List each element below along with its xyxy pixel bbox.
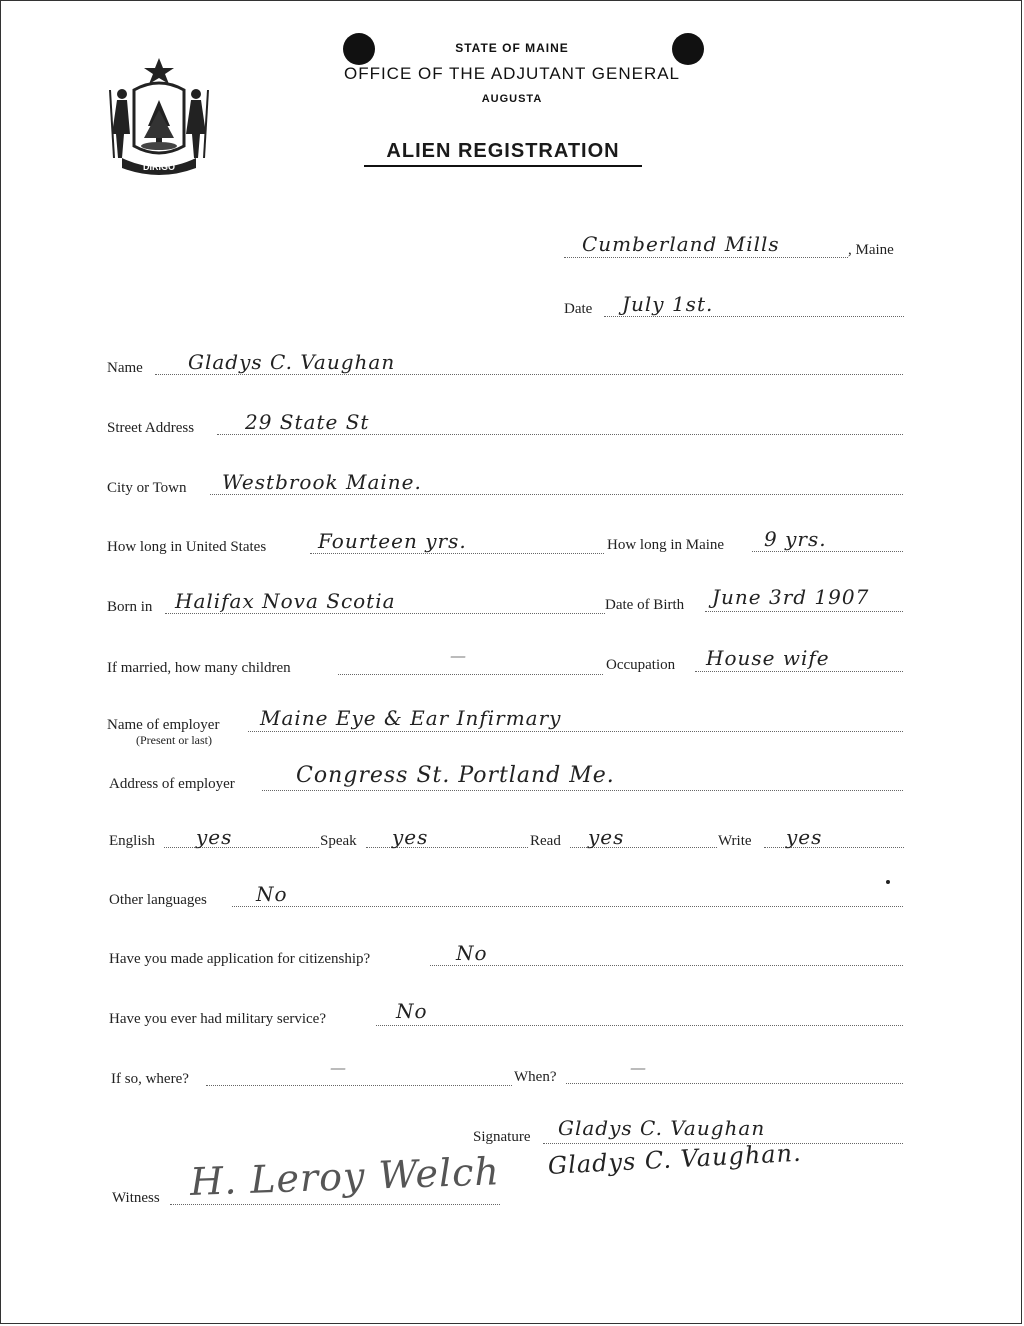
street-label: Street Address	[107, 420, 195, 436]
military-value: No	[396, 999, 428, 1023]
name-line	[155, 374, 903, 375]
date-of-birth-value: June 3rd 1907	[712, 585, 870, 609]
how-long-maine-label: How long in Maine	[607, 537, 725, 553]
children-label: If married, how many children	[107, 660, 291, 676]
employer-line	[248, 731, 903, 732]
born-in-value: Halifax Nova Scotia	[175, 589, 396, 613]
where-label: If so, where?	[111, 1071, 189, 1087]
english-line	[164, 847, 319, 848]
english-value: yes	[196, 825, 233, 849]
street-value: 29 State St	[245, 410, 370, 434]
ink-dot	[886, 880, 890, 884]
employer-address-label: Address of employer	[109, 776, 235, 792]
occupation-label: Occupation	[606, 657, 676, 673]
speak-line	[366, 847, 528, 848]
employer-sublabel: (Present or last)	[136, 733, 212, 747]
how-long-us-line	[310, 553, 604, 554]
signature-label: Signature	[473, 1129, 531, 1145]
citizenship-label: Have you made application for citizenship?	[109, 951, 371, 967]
other-languages-label: Other languages	[109, 892, 207, 908]
citizenship-value: No	[456, 941, 488, 965]
occupation-value: House wife	[706, 646, 830, 670]
date-label: Date	[564, 301, 593, 317]
speak-value: yes	[392, 825, 429, 849]
when-line	[566, 1083, 903, 1084]
children-value: —	[450, 646, 467, 665]
other-languages-value: No	[256, 882, 288, 906]
how-long-us-label: How long in United States	[107, 539, 267, 555]
street-line	[217, 434, 903, 435]
read-label: Read	[530, 833, 561, 849]
name-value: Gladys C. Vaughan	[188, 350, 396, 374]
city-label: City or Town	[107, 480, 187, 496]
born-in-label: Born in	[107, 599, 153, 615]
date-value: July 1st.	[622, 292, 714, 316]
date-line	[604, 316, 904, 317]
date-of-birth-line	[705, 611, 903, 612]
write-line	[764, 847, 904, 848]
place-suffix: , Maine	[848, 242, 894, 258]
state-heading: STATE OF MAINE	[455, 41, 569, 55]
form-title: ALIEN REGISTRATION	[364, 140, 642, 167]
place-line	[564, 257, 848, 258]
write-value: yes	[786, 825, 823, 849]
place-value: Cumberland Mills	[582, 232, 780, 256]
children-line	[338, 674, 603, 675]
city-heading: AUGUSTA	[481, 93, 543, 105]
where-line	[206, 1085, 512, 1086]
office-heading: OFFICE OF THE ADJUTANT GENERAL	[343, 64, 681, 83]
english-label: English	[109, 833, 155, 849]
seal-motto: DIRIGO	[142, 162, 176, 172]
read-value: yes	[588, 825, 625, 849]
employer-value: Maine Eye & Ear Infirmary	[260, 706, 562, 730]
name-label: Name	[107, 360, 143, 376]
citizenship-line	[430, 965, 903, 966]
when-value: —	[630, 1058, 647, 1077]
speak-label: Speak	[320, 833, 357, 849]
occupation-line	[695, 671, 903, 672]
witness-signature: H. Leroy Welch	[189, 1149, 501, 1204]
how-long-maine-line	[752, 551, 903, 552]
employer-address-value: Congress St. Portland Me.	[296, 763, 615, 788]
employer-address-line	[262, 790, 903, 791]
employer-label: Name of employer	[107, 717, 220, 733]
where-value: —	[330, 1058, 347, 1077]
city-value: Westbrook Maine.	[222, 470, 422, 494]
when-label: When?	[514, 1069, 557, 1085]
born-in-line	[165, 613, 605, 614]
how-long-maine-value: 9 yrs.	[764, 527, 827, 551]
write-label: Write	[718, 833, 752, 849]
date-of-birth-label: Date of Birth	[605, 597, 685, 613]
military-line	[376, 1025, 903, 1026]
other-languages-line	[232, 906, 903, 907]
city-line	[210, 494, 903, 495]
witness-label: Witness	[112, 1190, 160, 1206]
military-label: Have you ever had military service?	[109, 1011, 326, 1027]
second-signature: Gladys C. Vaughan.	[547, 1138, 803, 1180]
how-long-us-value: Fourteen yrs.	[318, 529, 467, 553]
witness-line	[170, 1204, 500, 1205]
signature-value: Gladys C. Vaughan	[558, 1116, 766, 1140]
